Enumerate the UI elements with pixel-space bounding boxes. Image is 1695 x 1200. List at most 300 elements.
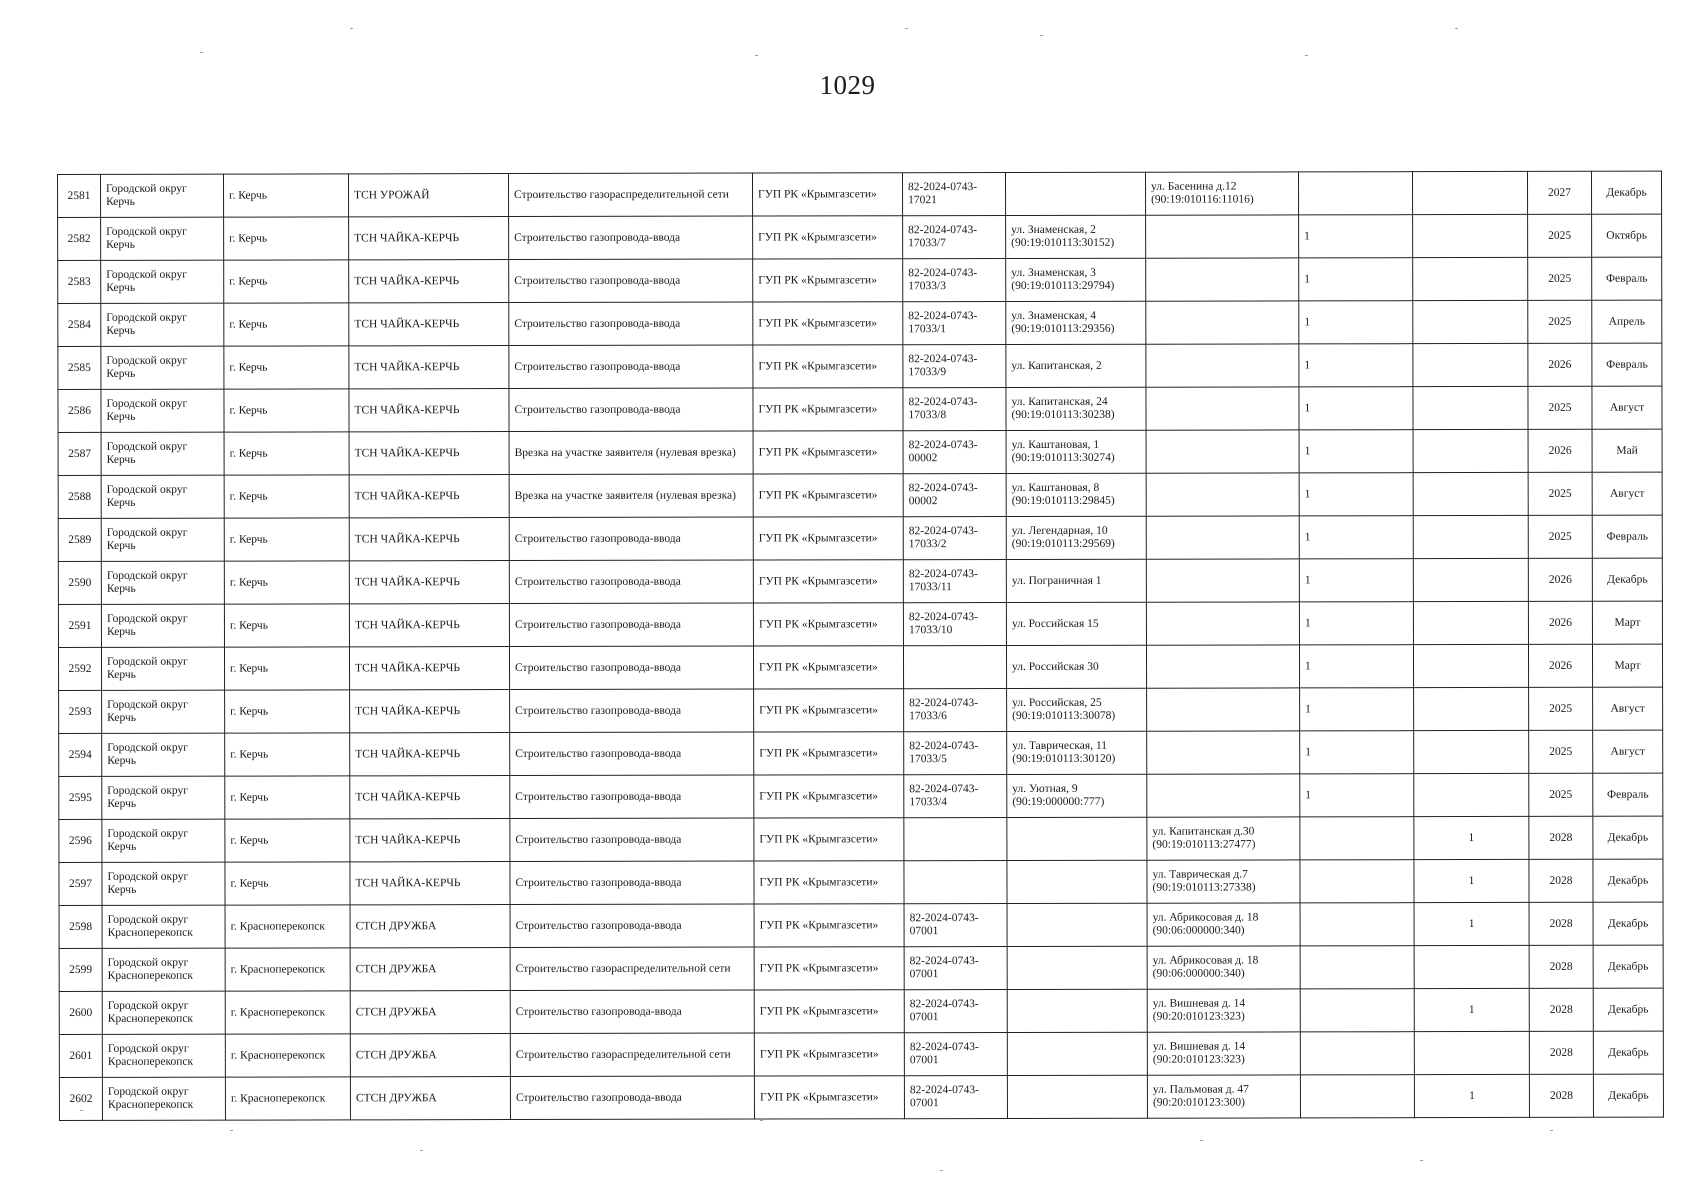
row-number-cell: 2592 — [58, 647, 101, 690]
year-cell: 2025 — [1529, 730, 1593, 773]
row-number-cell: 2590 — [58, 561, 101, 604]
organization-cell: ГУП РК «Крымгазсети» — [754, 732, 904, 775]
work-type-cell: Строительство газопровода-ввода — [510, 990, 754, 1034]
partnership-cell: ТСН ЧАЙКА-КЕРЧЬ — [349, 518, 509, 561]
scan-speck — [420, 1150, 423, 1151]
address-cell — [1007, 946, 1147, 989]
district-cell: Городской округ Керчь — [101, 604, 224, 647]
month-cell: Август — [1593, 730, 1663, 773]
table-row — [59, 902, 1663, 948]
table-body — [58, 171, 1664, 1120]
year-cell: 2026 — [1528, 601, 1592, 644]
address-cell: ул. Знаменская, 4 (90:19:010113:29356) — [1006, 301, 1146, 344]
count-cell: 1 — [1299, 344, 1413, 387]
work-type-cell: Строительство газопровода-ввода — [509, 216, 753, 260]
organization-cell: ГУП РК «Крымгазсети» — [754, 689, 904, 732]
year-cell: 2028 — [1529, 859, 1593, 902]
month-cell: Март — [1592, 644, 1662, 687]
count-cell: 1 — [1299, 387, 1413, 430]
address-cell — [1007, 860, 1147, 903]
city-cell: г. Красноперекопск — [225, 1034, 350, 1077]
work-type-cell: Врезка на участке заявителя (нулевая врезка) — [509, 431, 753, 475]
document-number-cell: 82-2024-0743-17033/11 — [903, 560, 1006, 603]
document-number-cell: 82-2024-0743-07001 — [904, 1033, 1007, 1076]
partnership-cell: ТСН ЧАЙКА-КЕРЧЬ — [350, 776, 510, 819]
organization-cell: ГУП РК «Крымгазсети» — [753, 259, 903, 302]
month-cell: Декабрь — [1593, 945, 1663, 988]
row-number-cell: 2587 — [58, 432, 101, 475]
partnership-cell: ТСН ЧАЙКА-КЕРЧЬ — [349, 647, 509, 690]
organization-cell: ГУП РК «Крымгазсети» — [753, 388, 903, 431]
table-row — [59, 773, 1663, 819]
month-cell: Декабрь — [1592, 558, 1662, 601]
work-type-cell: Строительство газопровода-ввода — [509, 646, 753, 690]
address-cell: ул. Знаменская, 2 (90:19:010113:30152) — [1006, 215, 1146, 258]
address-cadastral-cell — [1147, 688, 1300, 731]
document-number-cell: 82-2024-0743-17033/6 — [904, 689, 1007, 732]
count-cell — [1300, 1032, 1414, 1075]
count-cell: 1 — [1299, 516, 1413, 559]
address-cell: ул. Каштановая, 8 (90:19:010113:29845) — [1006, 473, 1146, 516]
partnership-cell: СТСН ДРУЖБА — [350, 1034, 510, 1077]
count-cell: 1 — [1299, 645, 1413, 688]
scan-speck — [940, 1170, 943, 1171]
table-row — [58, 214, 1662, 260]
organization-cell: ГУП РК «Крымгазсети» — [754, 990, 904, 1033]
scan-speck — [905, 28, 908, 29]
month-cell: Декабрь — [1593, 1074, 1663, 1117]
table-row — [59, 687, 1663, 733]
scan-speck — [1550, 1130, 1553, 1131]
document-number-cell: 82-2024-0743-17033/10 — [903, 603, 1006, 646]
document-number-cell: 82-2024-0743-07001 — [904, 1076, 1007, 1119]
count-alt-cell — [1413, 257, 1528, 300]
document-number-cell — [903, 646, 1006, 689]
address-cell: ул. Знаменская, 3 (90:19:010113:29794) — [1006, 258, 1146, 301]
row-number-cell: 2596 — [59, 819, 102, 862]
district-cell: Городской округ Керчь — [101, 518, 224, 561]
organization-cell: ГУП РК «Крымгазсети» — [753, 474, 903, 517]
city-cell: г. Красноперекопск — [225, 948, 350, 991]
address-cell — [1007, 1075, 1147, 1118]
count-alt-cell — [1413, 300, 1528, 343]
month-cell: Декабрь — [1593, 1031, 1663, 1074]
count-alt-cell — [1413, 644, 1528, 687]
year-cell: 2028 — [1529, 1074, 1593, 1117]
address-cell: ул. Капитанская, 2 — [1006, 344, 1146, 387]
table-row — [59, 859, 1663, 905]
address-cell: ул. Пограничная 1 — [1006, 559, 1146, 602]
year-cell: 2025 — [1529, 773, 1593, 816]
address-cell — [1007, 817, 1147, 860]
city-cell: г. Керчь — [224, 346, 349, 389]
city-cell: г. Керчь — [224, 518, 349, 561]
month-cell: Октябрь — [1592, 214, 1662, 257]
scan-speck — [1040, 35, 1043, 36]
document-number-cell — [904, 818, 1007, 861]
scan-speck — [350, 28, 353, 29]
address-cell: ул. Легендарная, 10 (90:19:010113:29569) — [1006, 516, 1146, 559]
work-type-cell: Строительство газопровода-ввода — [510, 689, 754, 733]
count-cell: 1 — [1299, 215, 1413, 258]
partnership-cell: ТСН ЧАЙКА-КЕРЧЬ — [350, 690, 510, 733]
count-cell — [1300, 989, 1414, 1032]
district-cell: Городской округ Керчь — [101, 475, 224, 518]
address-cell: ул. Таврическая, 11 (90:19:010113:30120) — [1007, 731, 1147, 774]
year-cell: 2026 — [1528, 343, 1592, 386]
address-cadastral-cell — [1146, 215, 1299, 258]
city-cell: г. Керчь — [224, 432, 349, 475]
city-cell: г. Керчь — [224, 604, 349, 647]
organization-cell: ГУП РК «Крымгазсети» — [753, 345, 903, 388]
address-cadastral-cell — [1146, 645, 1299, 688]
document-number-cell: 82-2024-0743-17033/9 — [903, 345, 1006, 388]
district-cell: Городской округ Красноперекопск — [102, 905, 225, 948]
count-cell — [1298, 172, 1412, 215]
address-cadastral-cell: ул. Пальмовая д. 47 (90:20:010123:300) — [1147, 1075, 1300, 1118]
count-cell: 1 — [1300, 688, 1414, 731]
document-number-cell: 82-2024-0743-00002 — [903, 474, 1006, 517]
organization-cell: ГУП РК «Крымгазсети» — [752, 173, 902, 216]
count-cell: 1 — [1299, 559, 1413, 602]
address-cadastral-cell — [1146, 602, 1299, 645]
partnership-cell: СТСН ДРУЖБА — [350, 905, 510, 948]
organization-cell: ГУП РК «Крымгазсети» — [753, 517, 903, 560]
district-cell: Городской округ Керчь — [102, 862, 225, 905]
organization-cell: ГУП РК «Крымгазсети» — [753, 431, 903, 474]
year-cell: 2028 — [1529, 1031, 1593, 1074]
partnership-cell: ТСН ЧАЙКА-КЕРЧЬ — [349, 432, 509, 475]
count-alt-cell — [1413, 601, 1528, 644]
year-cell: 2025 — [1529, 687, 1593, 730]
district-cell: Городской округ Красноперекопск — [102, 948, 225, 991]
month-cell: Декабрь — [1593, 988, 1663, 1031]
row-number-cell: 2588 — [58, 475, 101, 518]
count-cell — [1300, 1075, 1414, 1118]
document-number-cell: 82-2024-0743-07001 — [904, 990, 1007, 1033]
year-cell: 2026 — [1528, 558, 1592, 601]
table-row — [58, 171, 1662, 217]
table-row — [58, 257, 1662, 303]
district-cell: Городской округ Красноперекопск — [102, 991, 225, 1034]
month-cell: Март — [1592, 601, 1662, 644]
row-number-cell: 2589 — [58, 518, 101, 561]
work-type-cell: Строительство газопровода-ввода — [510, 904, 754, 948]
count-cell — [1300, 946, 1414, 989]
address-cell: ул. Капитанская, 24 (90:19:010113:30238) — [1006, 387, 1146, 430]
address-cadastral-cell — [1146, 430, 1299, 473]
partnership-cell: ТСН ЧАЙКА-КЕРЧЬ — [349, 346, 509, 389]
count-alt-cell: 1 — [1414, 859, 1529, 902]
document-number-cell: 82-2024-0743-07001 — [904, 947, 1007, 990]
address-cadastral-cell — [1146, 344, 1299, 387]
city-cell: г. Красноперекопск — [225, 905, 350, 948]
address-cadastral-cell — [1146, 473, 1299, 516]
organization-cell: ГУП РК «Крымгазсети» — [754, 947, 904, 990]
partnership-cell: ТСН УРОЖАЙ — [349, 174, 509, 217]
city-cell: г. Красноперекопск — [225, 1077, 350, 1120]
month-cell: Декабрь — [1593, 902, 1663, 945]
district-cell: Городской округ Керчь — [102, 733, 225, 776]
organization-cell: ГУП РК «Крымгазсети» — [754, 1033, 904, 1076]
year-cell: 2025 — [1528, 472, 1592, 515]
address-cadastral-cell: ул. Вишневая д. 14 (90:20:010123:323) — [1147, 989, 1300, 1032]
table-row — [58, 515, 1662, 561]
table-row — [58, 601, 1662, 647]
address-cell — [1007, 903, 1147, 946]
city-cell: г. Керчь — [224, 389, 349, 432]
partnership-cell: ТСН ЧАЙКА-КЕРЧЬ — [349, 389, 509, 432]
count-alt-cell — [1414, 730, 1529, 773]
partnership-cell: СТСН ДРУЖБА — [350, 948, 510, 991]
month-cell: Август — [1592, 472, 1662, 515]
page-number: 1029 — [819, 70, 876, 100]
organization-cell: ГУП РК «Крымгазсети» — [754, 904, 904, 947]
row-number-cell: 2583 — [58, 260, 101, 303]
work-type-cell: Строительство газопровода-ввода — [510, 818, 754, 862]
work-type-cell: Строительство газораспределительной сети — [510, 1033, 754, 1077]
district-cell: Городской округ Керчь — [102, 819, 225, 862]
address-cadastral-cell — [1146, 387, 1299, 430]
address-cadastral-cell — [1146, 301, 1299, 344]
month-cell: Декабрь — [1593, 816, 1663, 859]
district-cell: Городской округ Керчь — [101, 432, 224, 475]
organization-cell: ГУП РК «Крымгазсети» — [753, 646, 903, 689]
count-alt-cell — [1414, 1031, 1529, 1074]
count-cell: 1 — [1299, 602, 1413, 645]
city-cell: г. Керчь — [225, 819, 350, 862]
count-alt-cell: 1 — [1414, 902, 1529, 945]
table-row — [58, 386, 1662, 432]
count-cell: 1 — [1299, 430, 1413, 473]
year-cell: 2028 — [1529, 816, 1593, 859]
month-cell: Декабрь — [1591, 171, 1661, 214]
district-cell: Городской округ Керчь — [102, 776, 225, 819]
year-cell: 2026 — [1528, 644, 1592, 687]
work-type-cell: Строительство газопровода-ввода — [510, 775, 754, 819]
address-cell: ул. Российская, 25 (90:19:010113:30078) — [1007, 688, 1147, 731]
row-number-cell: 2591 — [58, 604, 101, 647]
work-type-cell: Врезка на участке заявителя (нулевая врезка) — [509, 474, 753, 518]
month-cell: Февраль — [1592, 257, 1662, 300]
partnership-cell: ТСН ЧАЙКА-КЕРЧЬ — [349, 303, 509, 346]
district-cell: Городской округ Керчь — [101, 647, 224, 690]
partnership-cell: ТСН ЧАЙКА-КЕРЧЬ — [349, 604, 509, 647]
count-alt-cell — [1414, 687, 1529, 730]
count-alt-cell — [1413, 214, 1528, 257]
partnership-cell: ТСН ЧАЙКА-КЕРЧЬ — [349, 217, 509, 260]
month-cell: Февраль — [1592, 515, 1662, 558]
work-type-cell: Строительство газопровода-ввода — [509, 259, 753, 303]
district-cell: Городской округ Керчь — [101, 260, 224, 303]
count-cell — [1300, 817, 1414, 860]
table-row — [58, 429, 1662, 475]
partnership-cell: ТСН ЧАЙКА-КЕРЧЬ — [350, 862, 510, 905]
month-cell: Декабрь — [1593, 859, 1663, 902]
document-number-cell: 82-2024-0743-17033/7 — [903, 216, 1006, 259]
document-number-cell: 82-2024-0743-00002 — [903, 431, 1006, 474]
address-cadastral-cell — [1146, 258, 1299, 301]
district-cell: Городской округ Керчь — [101, 346, 224, 389]
city-cell: г. Керчь — [224, 260, 349, 303]
scan-speck — [230, 1130, 233, 1131]
work-type-cell: Строительство газопровода-ввода — [510, 1076, 754, 1120]
count-cell: 1 — [1300, 731, 1414, 774]
count-cell: 1 — [1300, 774, 1414, 817]
work-type-cell: Строительство газопровода-ввода — [509, 388, 753, 432]
month-cell: Февраль — [1593, 773, 1663, 816]
address-cell — [1005, 172, 1145, 215]
count-alt-cell — [1413, 386, 1528, 429]
partnership-cell: ТСН ЧАЙКА-КЕРЧЬ — [349, 561, 509, 604]
year-cell: 2028 — [1529, 945, 1593, 988]
district-cell: Городской округ Керчь — [102, 690, 225, 733]
partnership-cell: СТСН ДРУЖБА — [350, 991, 510, 1034]
count-alt-cell — [1413, 472, 1528, 515]
table-row — [58, 558, 1662, 604]
year-cell: 2028 — [1529, 988, 1593, 1031]
scan-speck — [1420, 1160, 1423, 1161]
count-cell: 1 — [1299, 301, 1413, 344]
table-row — [58, 343, 1662, 389]
partnership-cell: ТСН ЧАЙКА-КЕРЧЬ — [350, 733, 510, 776]
organization-cell: ГУП РК «Крымгазсети» — [753, 560, 903, 603]
year-cell: 2027 — [1527, 171, 1591, 214]
year-cell: 2025 — [1528, 214, 1592, 257]
document-number-cell: 82-2024-0743-17033/4 — [904, 775, 1007, 818]
scan-speck — [1200, 1140, 1203, 1141]
row-number-cell: 2581 — [58, 174, 101, 217]
table-row — [59, 1031, 1663, 1077]
year-cell: 2025 — [1528, 257, 1592, 300]
count-alt-cell — [1413, 515, 1528, 558]
address-cadastral-cell — [1146, 516, 1299, 559]
address-cell: ул. Российская 30 — [1006, 645, 1146, 688]
city-cell: г. Керчь — [224, 561, 349, 604]
year-cell: 2025 — [1528, 515, 1592, 558]
city-cell: г. Керчь — [225, 862, 350, 905]
work-type-cell: Строительство газопровода-ввода — [509, 302, 753, 346]
scan-speck — [1305, 55, 1308, 56]
partnership-cell: СТСН ДРУЖБА — [350, 1077, 510, 1120]
work-type-cell: Строительство газопровода-ввода — [509, 560, 753, 604]
document-number-cell — [904, 861, 1007, 904]
scan-speck — [755, 55, 758, 56]
address-cadastral-cell: ул. Абрикосовая д. 18 (90:06:000000:340) — [1147, 903, 1300, 946]
count-alt-cell — [1414, 773, 1529, 816]
count-alt-cell — [1413, 558, 1528, 601]
scan-speck — [1455, 28, 1458, 29]
row-number-cell: 2598 — [59, 905, 102, 948]
document-number-cell: 82-2024-0743-17033/2 — [903, 517, 1006, 560]
month-cell: Май — [1592, 429, 1662, 472]
address-cell — [1007, 1032, 1147, 1075]
year-cell: 2028 — [1529, 902, 1593, 945]
table-row — [59, 730, 1663, 776]
count-alt-cell: 1 — [1414, 988, 1529, 1031]
organization-cell: ГУП РК «Крымгазсети» — [753, 302, 903, 345]
document-number-cell: 82-2024-0743-17033/5 — [904, 732, 1007, 775]
city-cell: г. Керчь — [225, 776, 350, 819]
document-number-cell: 82-2024-0743-17021 — [902, 173, 1005, 216]
city-cell: г. Красноперекопск — [225, 991, 350, 1034]
work-type-cell: Строительство газопровода-ввода — [509, 517, 753, 561]
year-cell: 2026 — [1528, 429, 1592, 472]
organization-cell: ГУП РК «Крымгазсети» — [753, 216, 903, 259]
count-alt-cell — [1413, 343, 1528, 386]
address-cell — [1007, 989, 1147, 1032]
address-cadastral-cell: ул. Абрикосовая д. 18 (90:06:000000:340) — [1147, 946, 1300, 989]
row-number-cell: 2585 — [58, 346, 101, 389]
district-cell: Городской округ Керчь — [101, 389, 224, 432]
district-cell: Городской округ Керчь — [101, 561, 224, 604]
month-cell: Август — [1592, 386, 1662, 429]
table-row — [59, 816, 1663, 862]
work-type-cell: Строительство газораспределительной сети — [509, 173, 753, 217]
city-cell: г. Керчь — [224, 475, 349, 518]
scan-speck — [760, 1120, 763, 1121]
work-type-cell: Строительство газораспределительной сети — [510, 947, 754, 991]
city-cell: г. Керчь — [225, 690, 350, 733]
count-alt-cell — [1414, 945, 1529, 988]
table-row — [59, 945, 1663, 991]
row-number-cell: 2595 — [59, 776, 102, 819]
scan-speck — [80, 1110, 83, 1111]
year-cell: 2025 — [1528, 386, 1592, 429]
city-cell: г. Керчь — [225, 733, 350, 776]
document-number-cell: 82-2024-0743-17033/1 — [903, 302, 1006, 345]
address-cadastral-cell — [1147, 774, 1300, 817]
row-number-cell: 2593 — [59, 690, 102, 733]
district-cell: Городской округ Красноперекопск — [102, 1077, 225, 1120]
document-number-cell: 82-2024-0743-17033/3 — [903, 259, 1006, 302]
district-cell: Городской округ Керчь — [101, 303, 224, 346]
organization-cell: ГУП РК «Крымгазсети» — [754, 1076, 904, 1119]
row-number-cell: 2586 — [58, 389, 101, 432]
address-cadastral-cell — [1146, 559, 1299, 602]
row-number-cell: 2601 — [59, 1034, 102, 1077]
partnership-cell: ТСН ЧАЙКА-КЕРЧЬ — [349, 260, 509, 303]
count-cell: 1 — [1299, 258, 1413, 301]
city-cell: г. Керчь — [224, 217, 349, 260]
scan-speck — [200, 52, 203, 53]
address-cell: ул. Каштановая, 1 (90:19:010113:30274) — [1006, 430, 1146, 473]
row-number-cell: 2594 — [59, 733, 102, 776]
organization-cell: ГУП РК «Крымгазсети» — [754, 818, 904, 861]
work-type-cell: Строительство газопровода-ввода — [509, 603, 753, 647]
count-alt-cell — [1413, 429, 1528, 472]
address-cell: ул. Уютная, 9 (90:19:000000:777) — [1007, 774, 1147, 817]
district-cell: Городской округ Керчь — [101, 217, 224, 260]
table-row — [59, 988, 1663, 1034]
organization-cell: ГУП РК «Крымгазсети» — [753, 603, 903, 646]
row-number-cell: 2602 — [59, 1077, 102, 1120]
row-number-cell: 2600 — [59, 991, 102, 1034]
table-row — [59, 1074, 1663, 1120]
address-cadastral-cell — [1147, 731, 1300, 774]
organization-cell: ГУП РК «Крымгазсети» — [754, 861, 904, 904]
table-row — [58, 644, 1662, 690]
month-cell: Август — [1593, 687, 1663, 730]
table-row — [58, 300, 1662, 346]
address-cell: ул. Российская 15 — [1006, 602, 1146, 645]
work-type-cell: Строительство газопровода-ввода — [509, 345, 753, 389]
count-cell — [1300, 860, 1414, 903]
count-cell: 1 — [1299, 473, 1413, 516]
document-number-cell: 82-2024-0743-07001 — [904, 904, 1007, 947]
row-number-cell: 2597 — [59, 862, 102, 905]
city-cell: г. Керчь — [224, 174, 349, 217]
